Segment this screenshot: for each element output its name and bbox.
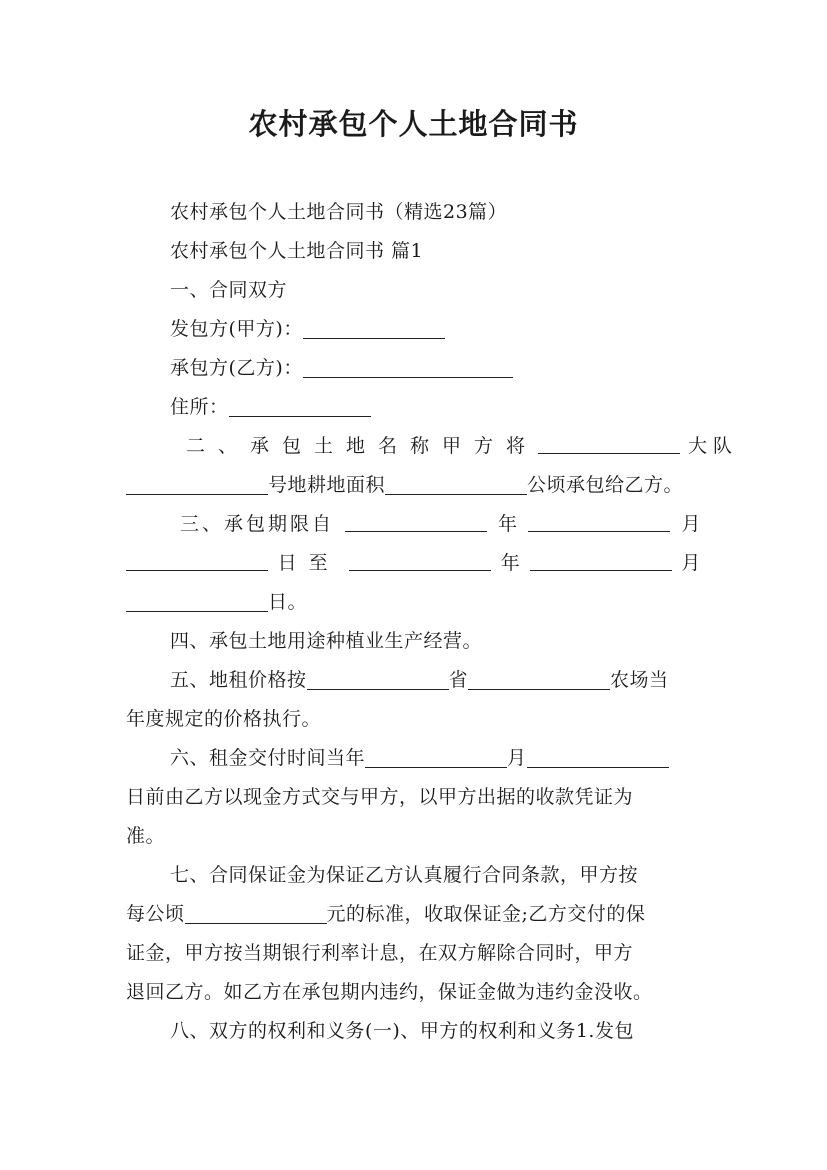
section-2-blank-2[interactable] bbox=[126, 474, 268, 495]
section-5-line-1 bbox=[170, 667, 669, 693]
section-3-blank-1[interactable] bbox=[345, 511, 487, 532]
section-5-blank-1[interactable] bbox=[307, 669, 449, 690]
section-7-line-1: 七、合同保证金为保证乙方认真履行合同条款，甲方按 bbox=[170, 864, 639, 886]
section-6-line-1 bbox=[170, 745, 669, 771]
section-4: 四、承包土地用途种植业生产经营。 bbox=[170, 630, 483, 652]
section-3-year: 年 bbox=[497, 513, 518, 535]
section-6-line-2: 日前由乙方以现金方式交与甲方，以甲方出据的收款凭证为 bbox=[126, 786, 634, 808]
section-2-blank-1[interactable] bbox=[538, 433, 680, 454]
section-3-line-3 bbox=[126, 589, 307, 615]
section-1-heading: 一、合同双方 bbox=[170, 279, 288, 301]
subtitle: 农村承包个人土地合同书（精选23篇） bbox=[170, 201, 508, 223]
article-heading: 农村承包个人土地合同书 篇1 bbox=[170, 240, 424, 262]
section-5-farm: 农场当 bbox=[610, 669, 669, 691]
party-b-label: 承包方(乙方)： bbox=[170, 357, 303, 379]
section-6-prefix: 六、租金交付时间当年 bbox=[170, 747, 366, 769]
section-2-line-1 bbox=[186, 433, 739, 459]
section-3-line-1 bbox=[180, 511, 701, 537]
party-b-blank[interactable] bbox=[303, 357, 513, 378]
section-2-prefix: 二、承包土地名称甲方将 bbox=[186, 435, 539, 457]
section-8-line-1: 八、双方的权利和义务(一)、甲方的权利和义务1.发包 bbox=[170, 1020, 634, 1042]
section-3-year-2: 年 bbox=[500, 552, 521, 574]
party-a-blank[interactable] bbox=[303, 318, 445, 339]
party-a-line bbox=[170, 316, 445, 342]
party-a-label: 发包方(甲方)： bbox=[170, 318, 303, 340]
section-7-prefix: 每公顷 bbox=[126, 903, 185, 925]
section-6-month: 月 bbox=[507, 747, 527, 769]
section-3-day-to: 日至 bbox=[277, 552, 340, 574]
section-3-blank-2[interactable] bbox=[528, 511, 670, 532]
section-7-suffix: 元的标准，收取保证金;乙方交付的保 bbox=[326, 903, 646, 925]
address-label: 住所： bbox=[170, 396, 229, 418]
section-3-month-2: 月 bbox=[681, 552, 701, 574]
section-2-line-2 bbox=[126, 472, 683, 498]
party-b-line bbox=[170, 355, 513, 381]
section-7-line-2 bbox=[126, 901, 645, 927]
section-5-province: 省 bbox=[448, 669, 469, 691]
section-2-brigade: 大队 bbox=[688, 435, 739, 457]
section-3-prefix: 三、承包期限自 bbox=[180, 513, 335, 535]
section-6-line-3: 准。 bbox=[126, 825, 166, 847]
section-5-blank-2[interactable] bbox=[468, 669, 610, 690]
section-2-blank-3[interactable] bbox=[385, 474, 527, 495]
section-3-blank-5[interactable] bbox=[530, 550, 672, 571]
section-3-line-2 bbox=[126, 550, 701, 576]
section-3-blank-4[interactable] bbox=[349, 550, 491, 571]
address-line bbox=[170, 394, 371, 420]
section-2-tail: 公顷承包给乙方。 bbox=[527, 474, 684, 496]
section-3-day-end: 日。 bbox=[268, 591, 308, 613]
section-7-blank[interactable] bbox=[185, 903, 327, 924]
section-3-month: 月 bbox=[681, 513, 701, 535]
document-title: 农村承包个人土地合同书 bbox=[248, 107, 579, 141]
section-6-blank-1[interactable] bbox=[365, 747, 507, 768]
section-7-line-3: 证金，甲方按当期银行利率计息，在双方解除合同时，甲方 bbox=[126, 942, 634, 964]
section-3-blank-6[interactable] bbox=[126, 591, 268, 612]
section-5-prefix: 五、地租价格按 bbox=[170, 669, 307, 691]
section-6-blank-2[interactable] bbox=[527, 747, 669, 768]
section-3-blank-3[interactable] bbox=[126, 550, 268, 571]
section-7-line-4: 退回乙方。如乙方在承包期内违约，保证金做为违约金没收。 bbox=[126, 981, 653, 1003]
section-5-line-2: 年度规定的价格执行。 bbox=[126, 708, 322, 730]
section-2-mid: 号地耕地面积 bbox=[268, 474, 386, 496]
address-blank[interactable] bbox=[229, 396, 371, 417]
